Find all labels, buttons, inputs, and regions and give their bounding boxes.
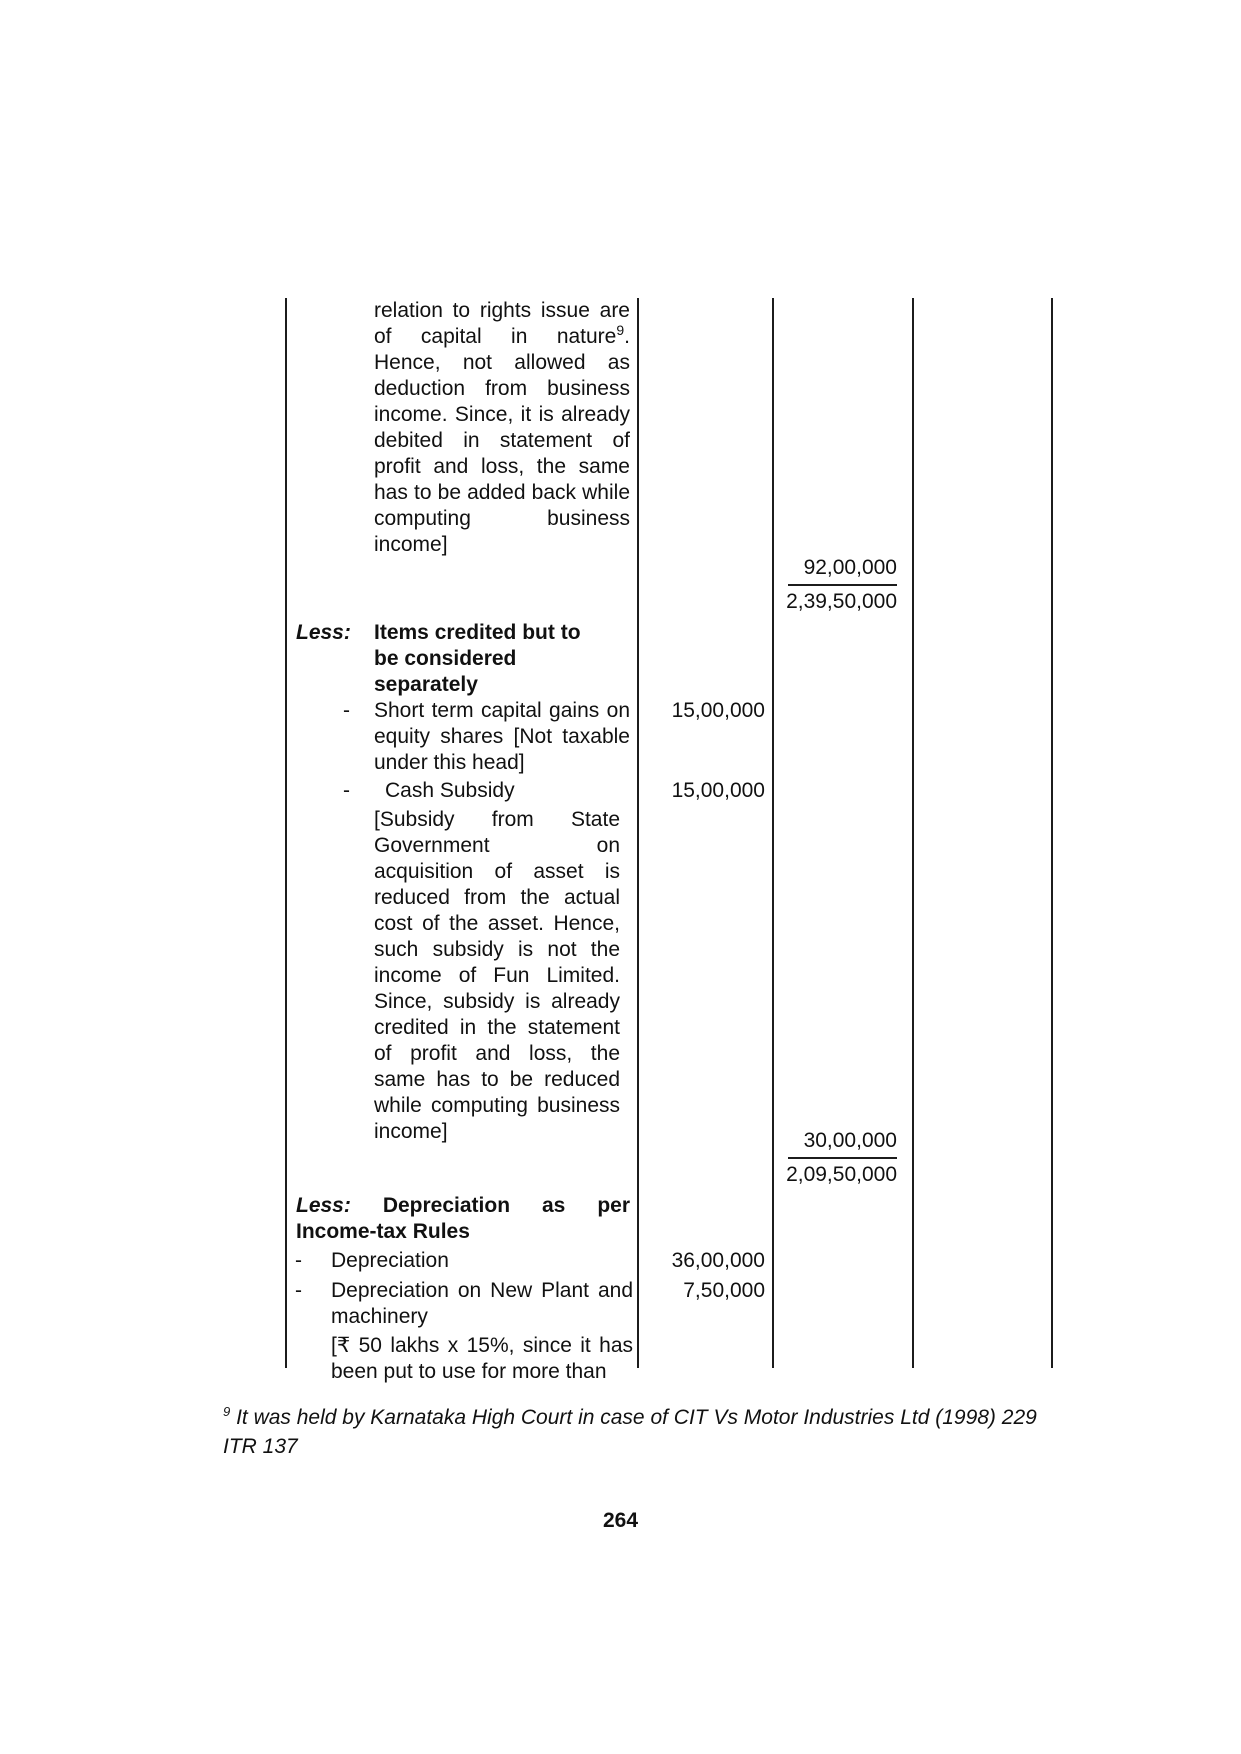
amount-short-term-capital-gains: 15,00,000	[671, 699, 765, 722]
footnote	[223, 1403, 1055, 1461]
less-depreciation-heading	[296, 1193, 630, 1245]
footnote-number: 9	[223, 1404, 231, 1419]
amount-depreciation-new-plant: 7,50,000	[683, 1279, 765, 1302]
table-border-col2-col3	[772, 298, 774, 1368]
less-depreciation-label: Less:	[296, 1194, 351, 1217]
amount-cash-subsidy: 15,00,000	[671, 779, 765, 802]
new-plant-calculation-note: [₹ 50 lakhs x 15%, since it has been put to use for more than	[331, 1334, 633, 1383]
amount-depreciation: 36,00,000	[671, 1249, 765, 1272]
footnote-text: It was held by Karnataka High Court in case of CIT Vs Motor Industries Ltd (1998) 229 ITR 137	[223, 1406, 1037, 1458]
less-depreciation-title: Depreciation as per Income-tax Rules	[296, 1194, 630, 1243]
cash-subsidy-note: [Subsidy from State Government on acquisition of asset is reduced from the actual cost of the asset. Hence, such subsidy is not the income of Fun Limited. Since, subsidy is already credited in the statement of profit and loss, the same has to be reduced while computing business income]	[374, 808, 620, 1143]
item-short-term-capital-gains: Short term capital gains on equity shares [Not taxable under this head]	[374, 699, 630, 774]
computation-table	[285, 298, 1053, 1383]
table-border-col3-col4	[912, 298, 914, 1368]
footnote-reference-mark: 9	[616, 322, 625, 338]
page-number: 264	[602, 1509, 639, 1532]
bullet-dash: -	[295, 1279, 302, 1302]
less-items-heading: Items credited but to be considered separately	[374, 621, 581, 696]
underlined-amount: 30,00,000	[788, 1128, 897, 1159]
table-border-col1-col2	[637, 298, 639, 1368]
bullet-dash: -	[343, 779, 350, 802]
item-depreciation-new-plant: Depreciation on New Plant and machinery	[331, 1279, 633, 1328]
less-items-label: Less:	[296, 621, 351, 644]
amount-total-after-additions: 2,39,50,000	[786, 590, 897, 613]
underlined-amount: 92,00,000	[788, 555, 897, 586]
paragraph-text: . Hence, not allowed as deduction from business income. Since, it is already debited in statement of profit and loss, the same has to be added back while computing business income]	[374, 325, 630, 556]
item-cash-subsidy: Cash Subsidy	[385, 779, 515, 802]
amount-total-after-credits: 2,09,50,000	[786, 1163, 897, 1186]
table-border-left	[285, 298, 287, 1368]
bullet-dash: -	[343, 699, 350, 722]
amount-subtotal-credited	[772, 1128, 897, 1159]
paragraph-text: relation to rights issue are of capital in nature	[374, 299, 630, 348]
continuation-paragraph	[374, 298, 630, 558]
amount-subtotal-added-back	[772, 555, 897, 586]
item-depreciation: Depreciation	[331, 1249, 449, 1272]
bullet-dash: -	[295, 1249, 302, 1272]
table-border-right	[1051, 298, 1053, 1368]
